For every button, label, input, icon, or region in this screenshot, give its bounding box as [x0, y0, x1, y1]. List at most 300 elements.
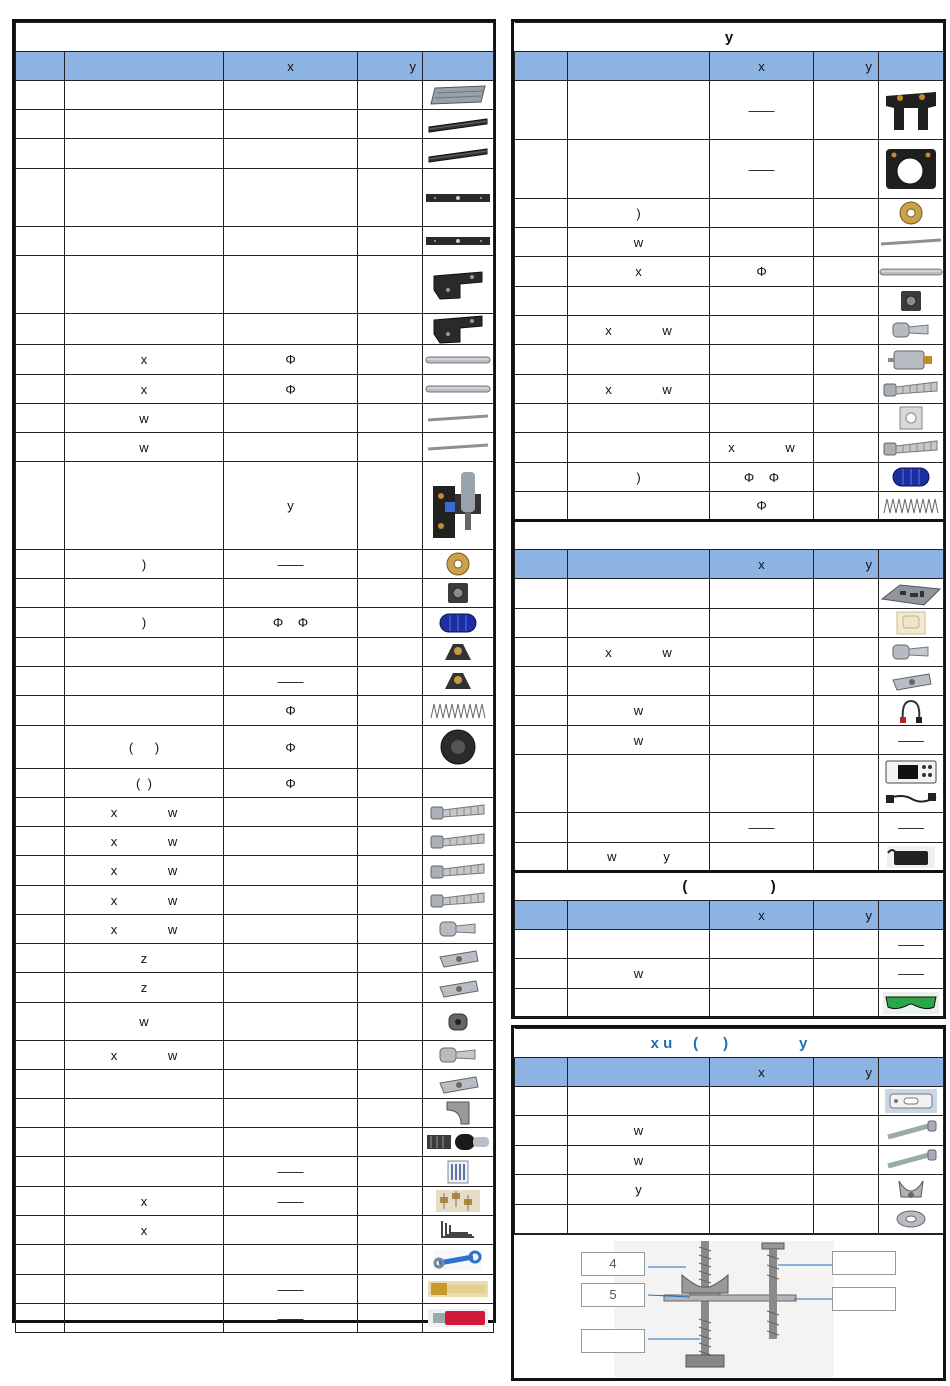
table-row: [16, 375, 494, 404]
header-cell: y: [814, 1058, 879, 1087]
table-row: [16, 345, 494, 375]
side-plate-icon: [423, 314, 493, 344]
part-qty-cell: [814, 433, 879, 463]
header-cell: [515, 901, 568, 930]
part-image-cell: [879, 199, 944, 228]
part-image-cell: [879, 316, 944, 345]
part-image-cell: [423, 1099, 494, 1128]
table-row: [16, 1245, 494, 1275]
part-name-cell: [568, 1205, 710, 1234]
part-name-cell: [65, 667, 224, 696]
row-number-cell: [16, 1099, 65, 1128]
part-image-cell: [879, 433, 944, 463]
row-number-cell: [16, 1275, 65, 1304]
part-spec-cell: x w: [710, 433, 814, 463]
row-number-cell: [16, 798, 65, 827]
screw-icon: [423, 831, 493, 851]
part-image-cell: ——: [879, 930, 944, 959]
part-image-cell: [423, 726, 494, 769]
part-spec-cell: Φ: [224, 726, 358, 769]
row-number-cell: [16, 345, 65, 375]
part-image-cell: [423, 638, 494, 667]
part-qty-cell: [814, 404, 879, 433]
row-number-cell: [515, 228, 568, 257]
screw-icon: [423, 890, 493, 910]
table-row: [515, 287, 944, 316]
row-number-cell: [16, 1157, 65, 1187]
part-qty-cell: [814, 696, 879, 726]
part-qty-cell: [358, 696, 423, 726]
part-spec-cell: [710, 667, 814, 696]
part-image-cell: [879, 81, 944, 140]
row-number-cell: [515, 755, 568, 813]
part-spec-cell: [224, 139, 358, 169]
part-qty-cell: [358, 227, 423, 256]
part-name-cell: [65, 462, 224, 550]
row-number-cell: [16, 169, 65, 227]
header-cell: x: [710, 1058, 814, 1087]
part-name-cell: ): [568, 199, 710, 228]
part-name-cell: x: [568, 257, 710, 287]
part-name-cell: [65, 169, 224, 227]
cover-icon: [879, 610, 943, 636]
row-number-cell: [515, 1146, 568, 1175]
row-number-cell: [16, 139, 65, 169]
right-bottom-title: x u ( ) y: [515, 1029, 944, 1058]
row-number-cell: [515, 404, 568, 433]
part-qty-cell: [814, 1087, 879, 1116]
header-cell: [879, 1058, 944, 1087]
part-name-cell: x: [65, 345, 224, 375]
pillow-block-icon: [423, 669, 493, 693]
header-cell: [568, 901, 710, 930]
row-number-cell: [16, 227, 65, 256]
part-spec-cell: Φ Φ: [710, 463, 814, 492]
row-number-cell: [16, 1245, 65, 1275]
part-qty-cell: [814, 843, 879, 872]
part-qty-cell: [814, 579, 879, 609]
part-qty-cell: [358, 1070, 423, 1099]
row-number-cell: [16, 726, 65, 769]
part-image-cell: [879, 1146, 944, 1175]
part-qty-cell: [814, 989, 879, 1018]
row-number-cell: [515, 433, 568, 463]
part-qty-cell: [814, 81, 879, 140]
part-name-cell: x: [65, 1187, 224, 1216]
part-image-cell: [879, 638, 944, 667]
part-qty-cell: [358, 856, 423, 886]
part-name-cell: [568, 755, 710, 813]
row-number-cell: [515, 463, 568, 492]
part-name-cell: ): [65, 550, 224, 579]
coupling-icon: [423, 611, 493, 635]
table-row: [515, 1205, 944, 1234]
standoff-icon: [423, 1011, 493, 1033]
part-name-cell: w: [568, 726, 710, 755]
part-spec-cell: [710, 609, 814, 638]
right-mid-title: [515, 521, 944, 550]
washer-plate-icon: [879, 405, 943, 431]
part-name-cell: [65, 139, 224, 169]
part-name-cell: x w: [65, 915, 224, 944]
part-spec-cell: [224, 227, 358, 256]
part-spec-cell: [710, 199, 814, 228]
part-image-cell: [879, 579, 944, 609]
part-name-cell: w: [568, 1146, 710, 1175]
header-cell: [879, 52, 944, 81]
row-number-cell: [16, 769, 65, 798]
clamp-assembly-diagram: [514, 1234, 943, 1385]
row-number-cell: [16, 433, 65, 462]
part-spec-cell: [224, 169, 358, 227]
part-name-cell: [65, 1099, 224, 1128]
header-cell: [568, 1058, 710, 1087]
part-image-cell: [423, 314, 494, 345]
part-spec-cell: ——: [224, 1187, 358, 1216]
table-row: [16, 798, 494, 827]
row-number-cell: [16, 638, 65, 667]
table-row: [16, 81, 494, 110]
header-cell: [515, 1058, 568, 1087]
part-qty-cell: [358, 973, 423, 1003]
part-image-cell: [423, 256, 494, 314]
part-qty-cell: [814, 492, 879, 521]
table-row: [16, 110, 494, 139]
header-cell: y: [358, 52, 423, 81]
lead-screw-icon: [879, 237, 943, 247]
table-row: [515, 989, 944, 1018]
row-number-cell: [515, 726, 568, 755]
header-cell: y: [814, 550, 879, 579]
right-top-panel: [511, 19, 946, 1019]
coupling-icon: [879, 465, 943, 489]
row-number-cell: [16, 1070, 65, 1099]
part-image-cell: [423, 608, 494, 638]
part-spec-cell: [710, 755, 814, 813]
table-row: [16, 462, 494, 550]
row-number-cell: [515, 1116, 568, 1146]
row-number-cell: [16, 827, 65, 856]
part-qty-cell: [814, 257, 879, 287]
part-name-cell: [568, 81, 710, 140]
part-image-cell: [423, 139, 494, 169]
part-qty-cell: [358, 886, 423, 915]
part-spec-cell: [710, 287, 814, 316]
part-name-cell: [568, 345, 710, 375]
part-spec-cell: ——: [224, 550, 358, 579]
aluminum-plate-icon: [423, 84, 493, 106]
header-cell: [65, 52, 224, 81]
part-name-cell: x w: [65, 886, 224, 915]
screw-icon: [879, 438, 943, 458]
table-row: [16, 1216, 494, 1245]
part-image-cell: [423, 798, 494, 827]
screw-icon: [879, 379, 943, 399]
table-row: [16, 256, 494, 314]
part-qty-cell: [358, 1099, 423, 1128]
table-row: [16, 856, 494, 886]
part-qty-cell: [814, 667, 879, 696]
part-qty-cell: [814, 1205, 879, 1234]
bearing-block-icon: [423, 580, 493, 606]
part-qty-cell: [358, 579, 423, 608]
spring-icon: [423, 702, 493, 720]
table-row: [16, 915, 494, 944]
row-number-cell: [515, 989, 568, 1018]
part-spec-cell: Φ: [224, 769, 358, 798]
part-image-cell: [423, 169, 494, 227]
row-number-cell: [515, 1087, 568, 1116]
part-qty-cell: [358, 375, 423, 404]
spindle-assembly-icon: [423, 466, 493, 546]
table-row: [515, 404, 944, 433]
row-number-cell: [16, 1003, 65, 1041]
table-row: [515, 316, 944, 345]
part-name-cell: w: [65, 1003, 224, 1041]
table-row: [515, 433, 944, 463]
row-number-cell: [16, 256, 65, 314]
part-spec-cell: [224, 1070, 358, 1099]
part-image-cell: [423, 856, 494, 886]
part-image-cell: [423, 1041, 494, 1070]
part-name-cell: ): [568, 463, 710, 492]
part-qty-cell: [358, 769, 423, 798]
part-image-cell: [423, 696, 494, 726]
table-row: [515, 81, 944, 140]
diagram-label-box: [581, 1329, 645, 1353]
control-board-icon: [879, 581, 943, 607]
part-spec-cell: [710, 726, 814, 755]
part-name-cell: w: [568, 1116, 710, 1146]
table-row: [515, 1146, 944, 1175]
row-number-cell: [515, 959, 568, 989]
table-row: [16, 638, 494, 667]
row-number-cell: [515, 287, 568, 316]
part-spec-cell: [710, 1116, 814, 1146]
row-number-cell: [515, 375, 568, 404]
part-spec-cell: [224, 110, 358, 139]
table-row: [515, 463, 944, 492]
header-cell: x: [710, 52, 814, 81]
row-number-cell: [515, 1175, 568, 1205]
table-row: [515, 696, 944, 726]
part-name-cell: x w: [65, 798, 224, 827]
part-name-cell: ): [65, 608, 224, 638]
row-number-cell: [16, 667, 65, 696]
part-spec-cell: [224, 973, 358, 1003]
row-number-cell: [515, 257, 568, 287]
diagram-label-box: [832, 1287, 896, 1311]
corner-bracket-icon: [423, 1100, 493, 1126]
row-number-cell: [16, 1128, 65, 1157]
table-row: [16, 1157, 494, 1187]
part-name-cell: z: [65, 944, 224, 973]
row-number-cell: [16, 886, 65, 915]
part-image-cell: [423, 579, 494, 608]
part-name-cell: [568, 287, 710, 316]
table-row: [16, 227, 494, 256]
part-spec-cell: [710, 1205, 814, 1234]
part-image-cell: [879, 989, 944, 1018]
part-image-cell: ——: [879, 813, 944, 843]
table-row: [515, 579, 944, 609]
table-row: [16, 1187, 494, 1216]
part-name-cell: [568, 930, 710, 959]
table-row: [16, 433, 494, 462]
part-name-cell: [65, 110, 224, 139]
header-cell: [879, 901, 944, 930]
table-row: [16, 886, 494, 915]
part-qty-cell: [814, 638, 879, 667]
lead-screw-icon: [423, 442, 493, 452]
hex-keys-icon: [423, 1219, 493, 1241]
table-row: [515, 1116, 944, 1146]
part-qty-cell: [358, 256, 423, 314]
part-qty-cell: [814, 1146, 879, 1175]
header-cell: [879, 550, 944, 579]
part-name-cell: [65, 638, 224, 667]
part-spec-cell: ——: [710, 813, 814, 843]
row-number-cell: [515, 1205, 568, 1234]
right-top-table: [514, 22, 944, 1018]
part-name-cell: [65, 1157, 224, 1187]
row-number-cell: [16, 915, 65, 944]
table-row: [16, 608, 494, 638]
part-image-cell: [879, 463, 944, 492]
controller-icon: [879, 757, 943, 811]
part-spec-cell: [224, 827, 358, 856]
header-cell: x: [710, 550, 814, 579]
part-qty-cell: [358, 433, 423, 462]
t-nut-icon: [423, 947, 493, 969]
part-spec-cell: [710, 843, 814, 872]
part-image-cell: [423, 1187, 494, 1216]
part-name-cell: x w: [568, 316, 710, 345]
part-qty-cell: [358, 798, 423, 827]
part-spec-cell: [710, 1146, 814, 1175]
part-name-cell: [65, 696, 224, 726]
screw-icon: [423, 861, 493, 881]
table-row: [16, 1128, 494, 1157]
power-adapter-icon: [879, 845, 943, 869]
part-qty-cell: [358, 608, 423, 638]
part-name-cell: [568, 404, 710, 433]
row-number-cell: [515, 930, 568, 959]
part-name-cell: x: [65, 1216, 224, 1245]
part-qty-cell: [358, 1128, 423, 1157]
usb-drive-icon: [423, 1308, 493, 1328]
part-image-cell: [423, 550, 494, 579]
part-name-cell: [568, 609, 710, 638]
part-spec-cell: [710, 1087, 814, 1116]
left-table-title: [16, 23, 494, 52]
table-row: [16, 1099, 494, 1128]
bolt-icon: [879, 1119, 943, 1143]
table-row: [515, 843, 944, 872]
part-image-cell: [423, 915, 494, 944]
table-row: [515, 667, 944, 696]
right-safety-title: ( ): [515, 872, 944, 901]
part-name-cell: x w: [568, 375, 710, 404]
part-spec-cell: [224, 1245, 358, 1275]
header-cell: [515, 550, 568, 579]
header-cell: y: [814, 901, 879, 930]
brass-nut-icon: [879, 200, 943, 226]
row-number-cell: [16, 696, 65, 726]
part-name-cell: [568, 492, 710, 521]
part-qty-cell: [358, 404, 423, 433]
drill-bits-icon: [423, 1159, 493, 1185]
part-spec-cell: [224, 256, 358, 314]
part-spec-cell: [224, 81, 358, 110]
part-image-cell: [879, 228, 944, 257]
row-number-cell: [16, 579, 65, 608]
right-bottom-table: [514, 1028, 944, 1234]
table-row: [515, 1087, 944, 1116]
table-row: [515, 1175, 944, 1205]
table-row: [515, 813, 944, 843]
part-spec-cell: [224, 1099, 358, 1128]
row-number-cell: [515, 199, 568, 228]
short-screw-icon: [423, 918, 493, 940]
part-spec-cell: [224, 944, 358, 973]
row-number-cell: [515, 345, 568, 375]
goggles-icon: [879, 991, 943, 1015]
bearing-block-icon: [879, 288, 943, 314]
part-qty-cell: [814, 755, 879, 813]
part-spec-cell: [710, 228, 814, 257]
part-qty-cell: [358, 462, 423, 550]
part-qty-cell: [814, 316, 879, 345]
header-cell: x: [710, 901, 814, 930]
table-row: [515, 199, 944, 228]
part-spec-cell: [710, 930, 814, 959]
table-row: [515, 140, 944, 199]
left-parts-panel: [12, 19, 496, 1326]
part-name-cell: [65, 256, 224, 314]
row-number-cell: [16, 1187, 65, 1216]
part-name-cell: w: [65, 433, 224, 462]
part-qty-cell: [358, 1304, 423, 1333]
part-qty-cell: [358, 944, 423, 973]
side-plate-icon: [423, 270, 493, 300]
part-image-cell: [423, 1070, 494, 1099]
part-qty-cell: [814, 930, 879, 959]
part-image-cell: [423, 345, 494, 375]
part-spec-cell: [224, 404, 358, 433]
part-spec-cell: [710, 696, 814, 726]
diagram-label-box: 4: [581, 1252, 645, 1276]
header-cell: [568, 550, 710, 579]
part-qty-cell: [814, 959, 879, 989]
part-spec-cell: ——: [710, 81, 814, 140]
row-number-cell: [16, 973, 65, 1003]
part-spec-cell: [224, 1041, 358, 1070]
part-qty-cell: [358, 1245, 423, 1275]
part-spec-cell: y: [224, 462, 358, 550]
part-image-cell: ——: [879, 959, 944, 989]
part-qty-cell: [358, 1216, 423, 1245]
part-image-cell: [879, 287, 944, 316]
pillow-block-icon: [423, 640, 493, 664]
part-name-cell: [568, 140, 710, 199]
header-cell: [423, 52, 494, 81]
part-image-cell: [423, 1157, 494, 1187]
diagram-label-box: 5: [581, 1283, 645, 1307]
row-number-cell: [16, 1041, 65, 1070]
table-row: [16, 769, 494, 798]
part-name-cell: [65, 1275, 224, 1304]
